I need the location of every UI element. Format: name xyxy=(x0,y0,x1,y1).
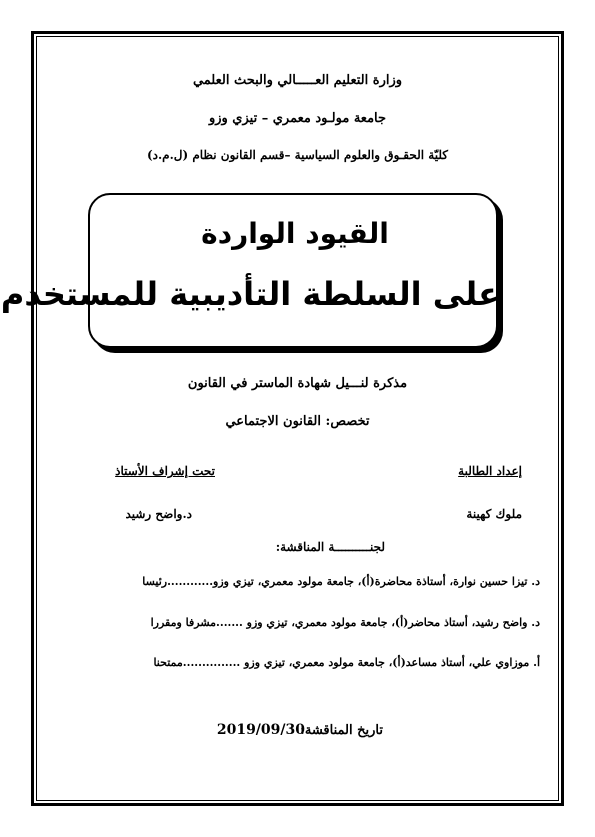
faculty-line: كليّة الحقـوق والعلوم السياسية –قسم القانون نظام (ل.م.د) xyxy=(146,148,449,162)
ministry-line: وزارة التعليم العـــــالي والبحث العلمي xyxy=(192,73,403,88)
defense-date-label: تاريخ المناقشة: xyxy=(300,723,383,738)
specialty-line: تخصص: القانون الاجتماعي xyxy=(225,414,370,429)
thesis-title-line2: على السلطة التأديبية للمستخدم xyxy=(0,275,500,313)
title-box xyxy=(0,193,500,348)
university-line: جامعة مولـود معمري – تيزي وزو xyxy=(208,111,387,126)
thesis-purpose: مذكرة لنـــيل شهادة الماستر في القانون xyxy=(187,376,408,391)
student-name: ملوك كهينة xyxy=(466,507,522,521)
supervisor-name: د.واضح رشيد xyxy=(125,507,192,521)
supervisor-heading: تحت إشراف الأستاذ xyxy=(115,464,215,478)
committee-member: د. تيزا حسين نوارة، أستاذة محاضرة(أ)، جامعة مولود معمري، تيزي وزو............رئيسا xyxy=(142,575,540,588)
committee-member: أ. موزاوي علي، أستاذ مساعد(أ)، جامعة مولود معمري، تيزي وزو ...............ممتحنا xyxy=(153,656,540,669)
defense-date: 2019/09/30 xyxy=(216,722,305,738)
committee-heading: لجنــــــــــة المناقشة: xyxy=(275,540,385,554)
committee-member: د. واضح رشيد، أستاذ محاضر(أ)، جامعة مولود معمري، تيزي وزو .......مشرفا ومقررا xyxy=(150,616,540,629)
thesis-title-line1: القيود الواردة xyxy=(201,217,389,250)
student-heading: إعداد الطالبة xyxy=(458,464,522,478)
